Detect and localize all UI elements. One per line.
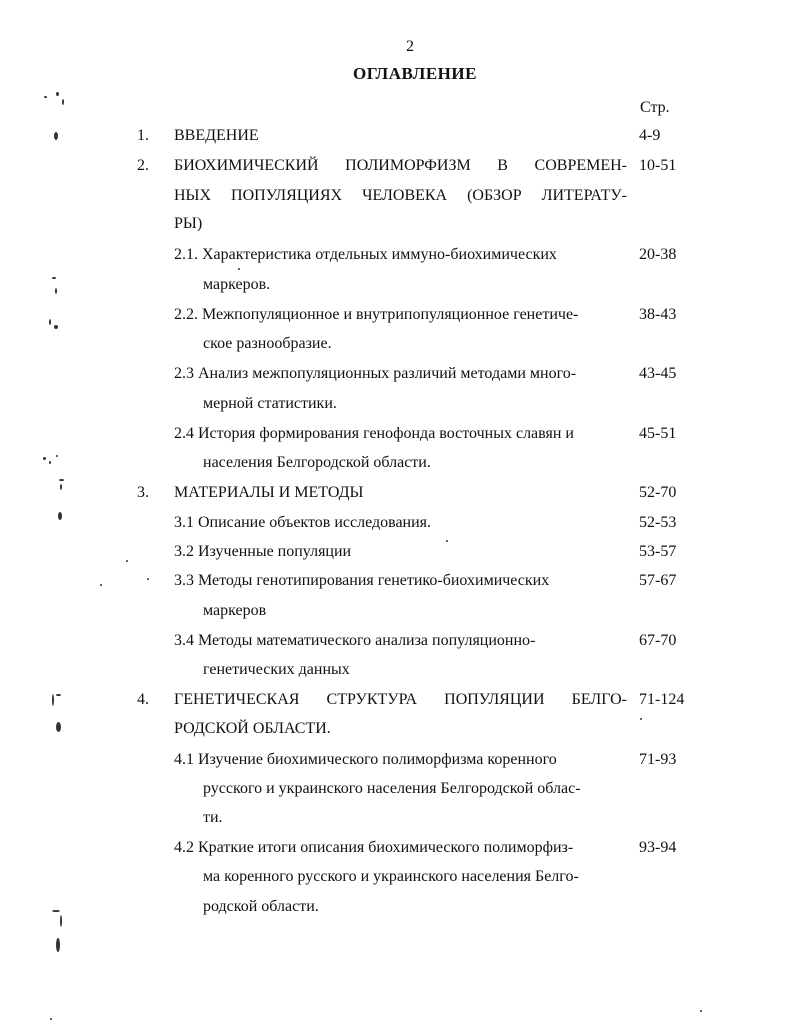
section-pages: 52-70: [639, 484, 677, 501]
scan-speck: [238, 268, 240, 270]
section-title-line: РЫ): [174, 215, 203, 232]
subsection-title-line: 2.1. Характеристика отдельных иммуно-биохимических: [174, 246, 557, 263]
subsection-title-line: родской области.: [203, 898, 319, 915]
subsection-title-line: мерной статистики.: [203, 395, 337, 412]
subsection-title-line: ма коренного русского и украинского населения Белго-: [203, 868, 579, 885]
scan-speck: [50, 1018, 52, 1020]
section-pages: 71-124: [639, 691, 685, 708]
subsection-title-line: 2.2. Межпопуляционное и внутрипопуляционное генетиче-: [174, 306, 579, 323]
section-pages: 10-51: [639, 157, 677, 174]
scan-speck: [59, 479, 64, 481]
scan-speck: [55, 288, 57, 294]
subsection-pages: 67-70: [639, 632, 677, 649]
subsection-title-line: 3.4 Методы математического анализа популяционно-: [174, 632, 536, 649]
subsection-pages: 38-43: [639, 306, 677, 323]
subsection-title-line: 2.3 Анализ межпопуляционных различий методами много-: [174, 365, 577, 382]
scan-speck: [52, 277, 56, 279]
scan-speck: [44, 96, 47, 98]
section-title: МАТЕРИАЛЫ И МЕТОДЫ: [174, 484, 364, 501]
scan-speck: [62, 99, 64, 105]
scan-speck: [52, 694, 54, 706]
subsection-pages: 53-57: [639, 543, 677, 560]
subsection-title-line: 4.2 Краткие итоги описания биохимического полиморфиз-: [174, 839, 574, 856]
scan-speck: [126, 560, 128, 562]
subsection-title-line: маркеров: [203, 602, 267, 619]
scan-speck: [49, 319, 51, 325]
pages-column-header: Стр.: [640, 99, 670, 116]
subsection-title-line: маркеров.: [203, 276, 271, 293]
subsection-pages: 93-94: [639, 839, 677, 856]
section-number: 2.: [137, 157, 149, 174]
scan-speck: [147, 578, 149, 580]
section-title-line: НЫХ ПОПУЛЯЦИЯХ ЧЕЛОВЕКА (ОБЗОР ЛИТЕРАТУ-: [174, 187, 627, 204]
scan-speck: [56, 92, 59, 96]
scan-speck: [700, 1010, 702, 1012]
section-title-line: РОДСКОЙ ОБЛАСТИ.: [174, 720, 331, 737]
subsection-title-line: русского и украинского населения Белгородской облас-: [203, 780, 581, 797]
subsection-title-line: 3.3 Методы генотипирования генетико-биохимических: [174, 572, 550, 589]
section-pages: 4-9: [639, 127, 661, 144]
scan-speck: [58, 512, 62, 520]
subsection-title-line: 4.1 Изучение биохимического полиморфизма коренного: [174, 751, 557, 768]
scan-speck: [56, 722, 61, 732]
subsection-title-line: ское разнообразие.: [203, 335, 332, 352]
subsection-pages: 20-38: [639, 246, 677, 263]
scan-speck: [54, 132, 58, 140]
scan-speck: [56, 455, 58, 457]
scan-speck: [56, 694, 61, 696]
scan-speck: [56, 938, 60, 952]
section-title-line: ГЕНЕТИЧЕСКАЯ СТРУКТУРА ПОПУЛЯЦИИ БЕЛГО-: [174, 691, 627, 708]
scan-speck: [446, 540, 448, 542]
subsection-title-line: 2.4 История формирования генофонда восточных славян и: [174, 425, 574, 442]
page-number: 2: [406, 38, 414, 55]
subsection-title-line: населения Белгородской области.: [203, 454, 431, 471]
subsection-title-line: генетических данных: [203, 661, 350, 678]
section-title-line: БИОХИМИЧЕСКИЙ ПОЛИМОРФИЗМ В СОВРЕМЕН-: [174, 157, 627, 174]
section-number: 1.: [137, 127, 149, 144]
scan-speck: [60, 484, 62, 490]
page-title: ОГЛАВЛЕНИЕ: [353, 64, 477, 83]
scan-speck: [100, 584, 102, 586]
section-number: 4.: [137, 691, 149, 708]
scan-speck: [60, 915, 62, 927]
subsection-title-line: ти.: [203, 809, 223, 826]
section-title: ВВЕДЕНИЕ: [174, 127, 259, 144]
section-number: 3.: [137, 484, 149, 501]
subsection-title-line: 3.1 Описание объектов исследования.: [174, 514, 432, 531]
scan-speck: [43, 457, 46, 460]
scan-speck: [640, 718, 642, 720]
subsection-pages: 71-93: [639, 751, 677, 768]
scan-speck: [52, 910, 60, 912]
subsection-title-line: 3.2 Изученные популяции: [174, 543, 352, 560]
subsection-pages: 45-51: [639, 425, 677, 442]
subsection-pages: 57-67: [639, 572, 677, 589]
scan-speck: [54, 325, 58, 329]
subsection-pages: 52-53: [639, 514, 677, 531]
scan-speck: [49, 461, 51, 464]
subsection-pages: 43-45: [639, 365, 677, 382]
